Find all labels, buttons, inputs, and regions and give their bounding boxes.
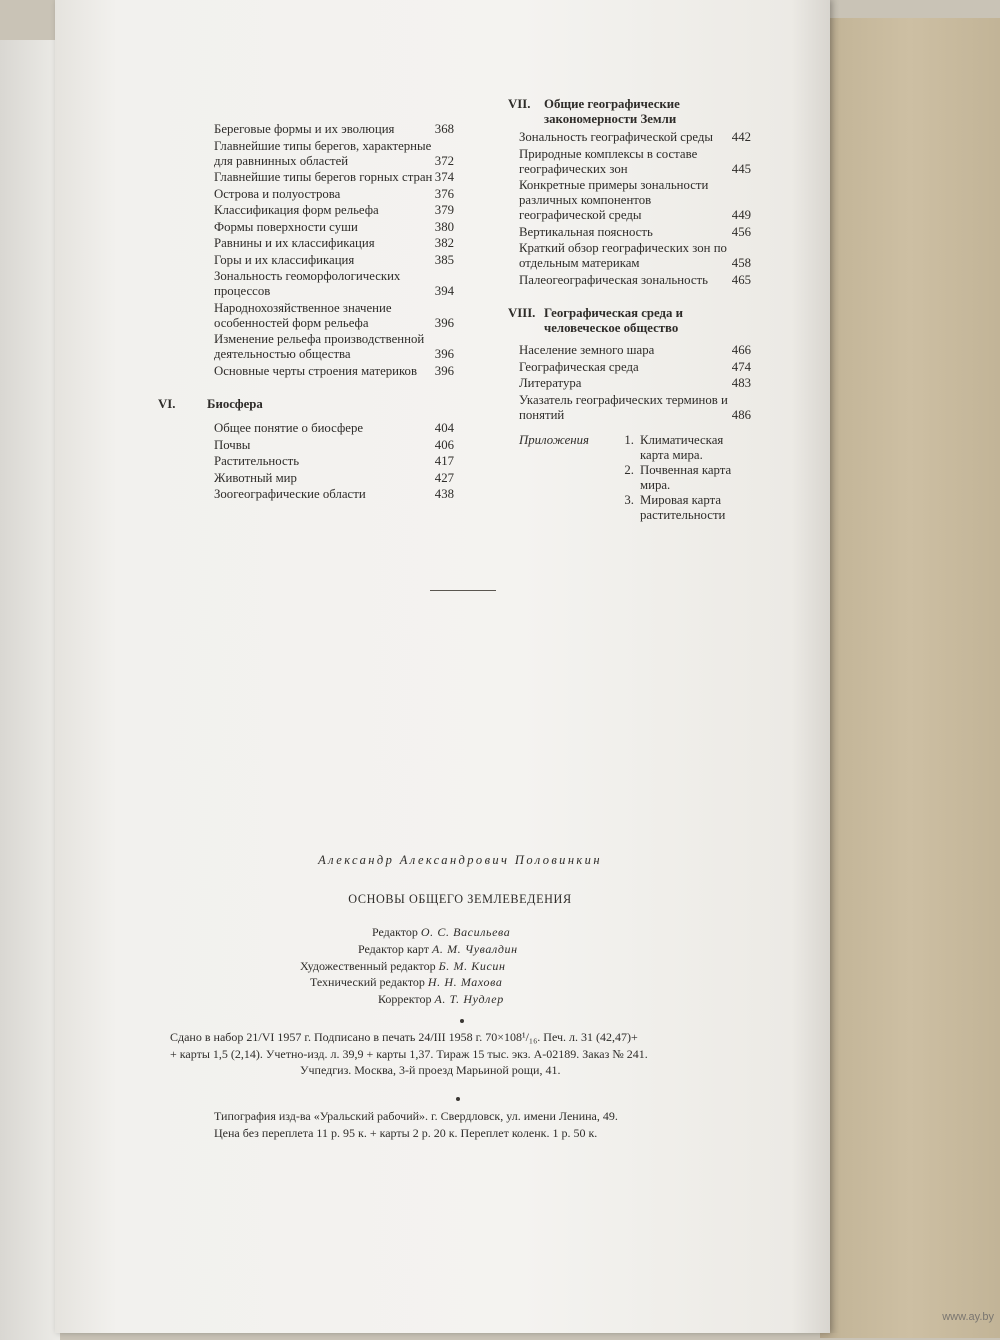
staff-role: Художественный редактор [300,958,436,973]
editorial-staff [300,924,700,1008]
appendix-number: 1. [624,432,634,447]
toc-right-column [508,97,751,523]
toc-entry-page: 465 [731,272,751,287]
toc-entry [158,364,454,379]
toc-entry [158,203,454,218]
toc-entry-title: Горы и их классификация [214,252,355,267]
toc-entry-title: Острова и полуострова [214,186,341,201]
publication-line: Сдано в набор 21/VI 1957 г. Подписано в печать 24/III 1958 г. 70×108¹/₁₆. Печ. л. 31 (42,47)+ [170,1030,638,1044]
toc-entry-page: 396 [434,363,454,378]
section-divider [430,590,496,591]
staff-role: Редактор [372,925,418,939]
toc-entry [158,122,454,137]
toc-entry-title: Краткий обзор географических зон по отдельным материкам [519,241,727,270]
toc-entry-page: 382 [434,236,454,250]
toc-entry [158,170,454,185]
publication-line: + карты 1,5 (2,14). Учетно-изд. л. 39,9 + карты 1,37. Тираж 15 тыс. экз. А-02189. Заказ № 241. [170,1046,648,1061]
publication-details [170,1029,770,1079]
staff-role: Корректор [378,992,432,1007]
toc-entry-title: Главнейшие типы берегов, характерные для равнинных областей [214,138,432,168]
toc-entry [158,269,454,299]
toc-entry [508,376,751,391]
toc-entry-title: Народнохозяйственное значение особенностей форм рельефа [214,300,392,330]
toc-entry [508,130,751,145]
appendix-list [508,433,751,523]
toc-entry-page: 374 [434,170,454,184]
toc-entry-title: Главнейшие типы берегов горных стран [214,170,433,184]
toc-entry [158,301,454,331]
staff-row [300,941,700,958]
chapter-heading [508,306,751,336]
toc-entry [508,273,751,288]
appendix-item [508,493,751,523]
staff-role: Редактор карт [358,941,429,956]
toc-entry [158,454,454,469]
toc-entry-page: 376 [434,186,454,201]
publication-line: Учпедгиз. Москва, 3-й проезд Марьиной рощи, 41. [300,1063,561,1077]
toc-entry-page: 394 [434,284,454,298]
toc-entry-page: 458 [731,256,751,270]
chapter-number: VIII. [508,306,536,320]
toc-entry [158,220,454,235]
toc-entry-page: 456 [731,224,751,239]
printing-line: Цена без переплета 11 р. 95 к. + карты 2 р. 20 к. Переплет коленк. 1 р. 50 к. [214,1125,598,1140]
appendix-text: Почвенная карта мира. [640,462,732,492]
appendix-number: 3. [624,492,634,507]
staff-name: Б. М. Кисин [438,958,506,973]
toc-entry-title: Береговые формы и их эволюция [214,122,395,136]
toc-entry-page: 449 [731,208,751,222]
toc-entry [158,139,454,169]
toc-entry [158,487,454,502]
toc-entry [508,360,751,375]
toc-entry-title: Зоогеографические области [214,487,366,501]
toc-entry-page: 474 [731,359,751,374]
author-name: Александр Александрович Половинкин [318,853,602,867]
toc-entry-page: 442 [731,130,751,144]
chapter-number: VII. [508,97,531,111]
chapter-heading [508,97,751,127]
toc-entry [508,343,751,358]
previous-page-edge [0,40,60,1340]
staff-row [300,924,700,941]
toc-entry-title: Равнины и их классификация [214,236,375,250]
toc-entry-page: 368 [434,122,454,136]
toc-entry [158,187,454,202]
chapter-number: VI. [158,397,176,411]
appendix-item [508,463,751,493]
staff-row [300,974,700,991]
toc-entry [158,236,454,251]
toc-entry [158,471,454,486]
watermark: www.ay.by [942,1311,994,1323]
toc-entry-page: 427 [434,470,454,485]
appendix-item [508,433,751,463]
toc-entry-title: Население земного шара [519,343,655,357]
toc-entry [158,421,454,436]
toc-entry-page: 396 [434,347,454,361]
staff-name: А. М. Чувалдин [431,941,518,956]
toc-entry-title: Конкретные примеры зональности различных компонентов географической среды [519,178,709,222]
toc-entry-page: 380 [434,219,454,234]
toc-entry-title: Основные черты строения материков [214,363,418,378]
staff-name: О. С. Васильева [420,925,511,939]
appendix-number: 2. [624,462,634,477]
toc-entry [508,147,751,177]
staff-name: А. Т. Нудлер [434,992,504,1007]
toc-entry-page: 396 [434,315,454,330]
toc-entry [508,393,751,423]
toc-entry [158,332,454,362]
toc-entry-title: Растительность [214,454,300,468]
toc-left-column [158,122,454,504]
toc-entry-page: 483 [731,376,751,390]
toc-entry-title: Классификация форм рельефа [214,203,379,217]
toc-entry-page: 438 [434,487,454,501]
toc-entry-page: 417 [434,454,454,468]
toc-entry-title: Почвы [214,437,251,452]
chapter-heading [158,397,454,412]
toc-entry-title: Географическая среда [519,359,639,374]
toc-entry-page: 385 [434,252,454,267]
toc-entry-title: Изменение рельефа производственной деятельностью общества [214,332,425,361]
printing-details [214,1108,814,1141]
toc-entry-title: Формы поверхности суши [214,219,358,234]
chapter-title: Географическая среда и человеческое общество [544,306,683,335]
toc-entry [158,438,454,453]
staff-row [300,958,700,975]
toc-entry-title: Природные комплексы в составе географических зон [519,146,698,176]
toc-entry [158,253,454,268]
appendix-label: Приложения [519,432,589,447]
toc-entry-page: 406 [434,437,454,452]
appendix-text: Мировая карта растительности [640,492,726,522]
toc-entry [508,241,751,271]
separator-dot [456,1097,460,1101]
book-title: ОСНОВЫ ОБЩЕГО ЗЕМЛЕВЕДЕНИЯ [348,892,572,906]
printing-line: Типография изд-ва «Уральский рабочий». г. Свердловск, ул. имени Ленина, 49. [214,1109,618,1123]
toc-entry [508,225,751,240]
book-cover [820,18,1000,1338]
staff-row [300,991,700,1008]
chapter-title: Биосфера [207,397,263,411]
toc-entry-page: 404 [434,421,454,435]
toc-entry-title: Указатель географических терминов и понятий [519,392,728,422]
staff-role: Технический редактор [310,975,425,990]
toc-entry-title: Палеогеографическая зональность [519,272,708,287]
separator-dot [460,1019,464,1023]
toc-entry [508,178,751,223]
toc-entry-page: 466 [731,343,751,357]
toc-entry-title: Зональность геоморфологических процессов [214,269,401,298]
chapter-title: Общие географические закономерности Земли [544,97,680,126]
toc-entry-title: Общее понятие о биосфере [214,421,364,435]
appendix-text: Климатическая карта мира. [640,432,724,462]
toc-entry-title: Животный мир [214,470,297,485]
toc-entry-page: 486 [731,407,751,422]
toc-entry-page: 379 [434,203,454,217]
toc-entry-title: Зональность географической среды [519,130,713,144]
toc-entry-page: 372 [434,153,454,168]
toc-entry-title: Вертикальная поясность [519,224,653,239]
toc-entry-page: 445 [731,161,751,176]
staff-name: Н. Н. Махова [427,975,503,990]
toc-entry-title: Литература [519,376,582,390]
